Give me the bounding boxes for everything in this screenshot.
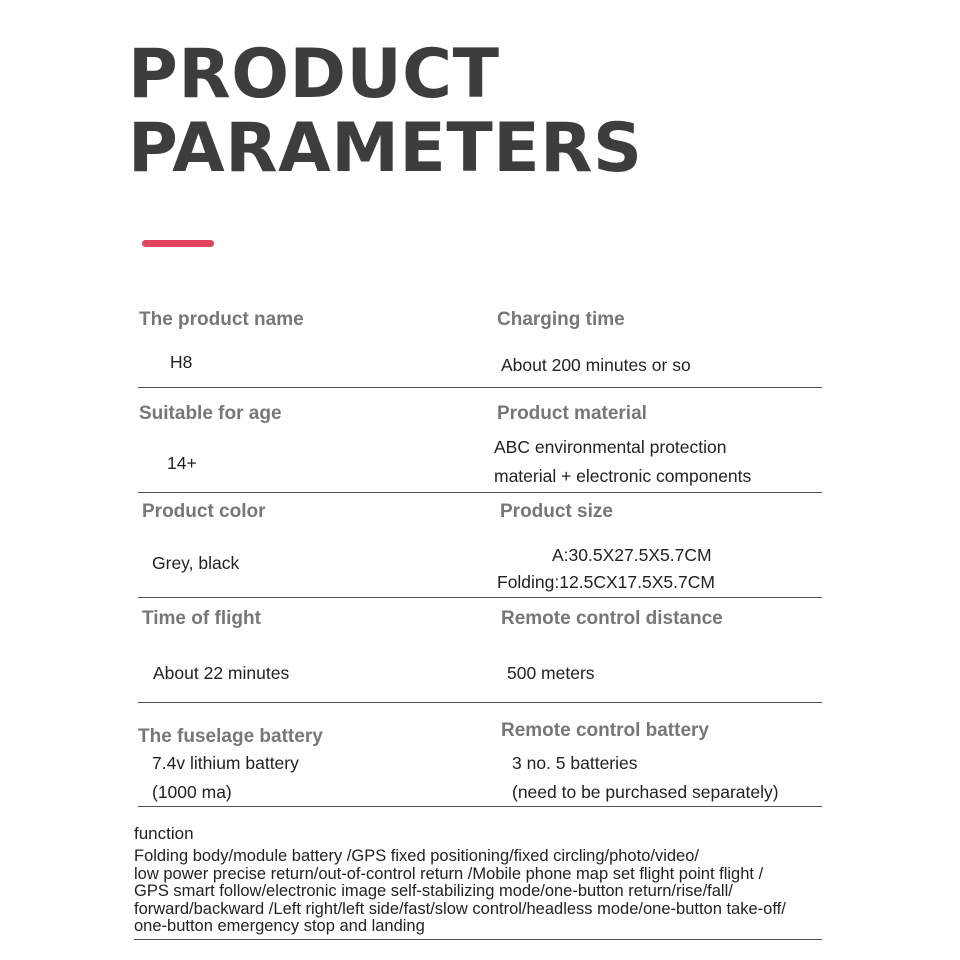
row-divider <box>138 806 822 807</box>
flight-time-label: Time of flight <box>142 608 261 629</box>
function-line-2: low power precise return/out-of-control return /Mobile phone map set flight point flight / <box>134 864 764 883</box>
remote-battery-value-line-2: (need to be purchased separately) <box>512 782 779 802</box>
product-color-label: Product color <box>142 501 266 522</box>
function-line-4: forward/backward /Left right/left side/fast/slow control/headless mode/one-button take-off/ <box>134 899 786 918</box>
title-line-2: PARAMETERS <box>128 109 643 188</box>
function-line-5: one-button emergency stop and landing <box>134 917 425 935</box>
param-row-color-size <box>138 493 822 598</box>
product-material-value-line-1: ABC environmental protection <box>494 437 727 457</box>
fuselage-battery-value-line-1: 7.4v lithium battery <box>152 753 299 773</box>
remote-battery-value-line-1: 3 no. 5 batteries <box>512 753 638 773</box>
param-row-name-charging <box>138 300 822 388</box>
remote-distance-value: 500 meters <box>507 663 595 683</box>
charging-time-value: About 200 minutes or so <box>501 355 691 375</box>
param-row-flight-distance <box>138 598 822 703</box>
flight-time-value: About 22 minutes <box>153 663 290 683</box>
product-size-value-line-1: A:30.5X27.5X5.7CM <box>552 545 712 565</box>
product-color-value: Grey, black <box>152 553 240 573</box>
param-row-age-material <box>138 388 822 493</box>
bottom-divider <box>134 939 822 940</box>
fuselage-battery-label: The fuselage battery <box>138 726 323 747</box>
function-description <box>134 848 864 936</box>
product-name-value: H8 <box>170 352 193 372</box>
remote-distance-label: Remote control distance <box>501 608 723 629</box>
charging-time-label: Charging time <box>497 309 625 330</box>
suitable-age-label: Suitable for age <box>139 403 282 424</box>
product-size-label: Product size <box>500 501 613 522</box>
page-title <box>128 35 643 188</box>
remote-battery-label: Remote control battery <box>501 720 709 741</box>
fuselage-battery-value-line-2: (1000 ma) <box>152 782 232 802</box>
suitable-age-value: 14+ <box>167 453 197 473</box>
product-size-value-line-2: Folding:12.5CX17.5X5.7CM <box>497 572 715 592</box>
function-line-1: Folding body/module battery /GPS fixed positioning/fixed circling/photo/video/ <box>134 847 699 865</box>
title-line-1: PRODUCT <box>128 35 500 114</box>
param-row-batteries <box>138 703 822 807</box>
function-label: function <box>134 824 194 843</box>
product-name-label: The product name <box>139 309 304 330</box>
product-material-label: Product material <box>497 403 647 424</box>
product-material-value-line-2: material + electronic components <box>494 466 752 486</box>
accent-bar <box>142 240 214 247</box>
function-line-3: GPS smart follow/electronic image self-stabilizing mode/one-button return/rise/fall/ <box>134 882 733 900</box>
